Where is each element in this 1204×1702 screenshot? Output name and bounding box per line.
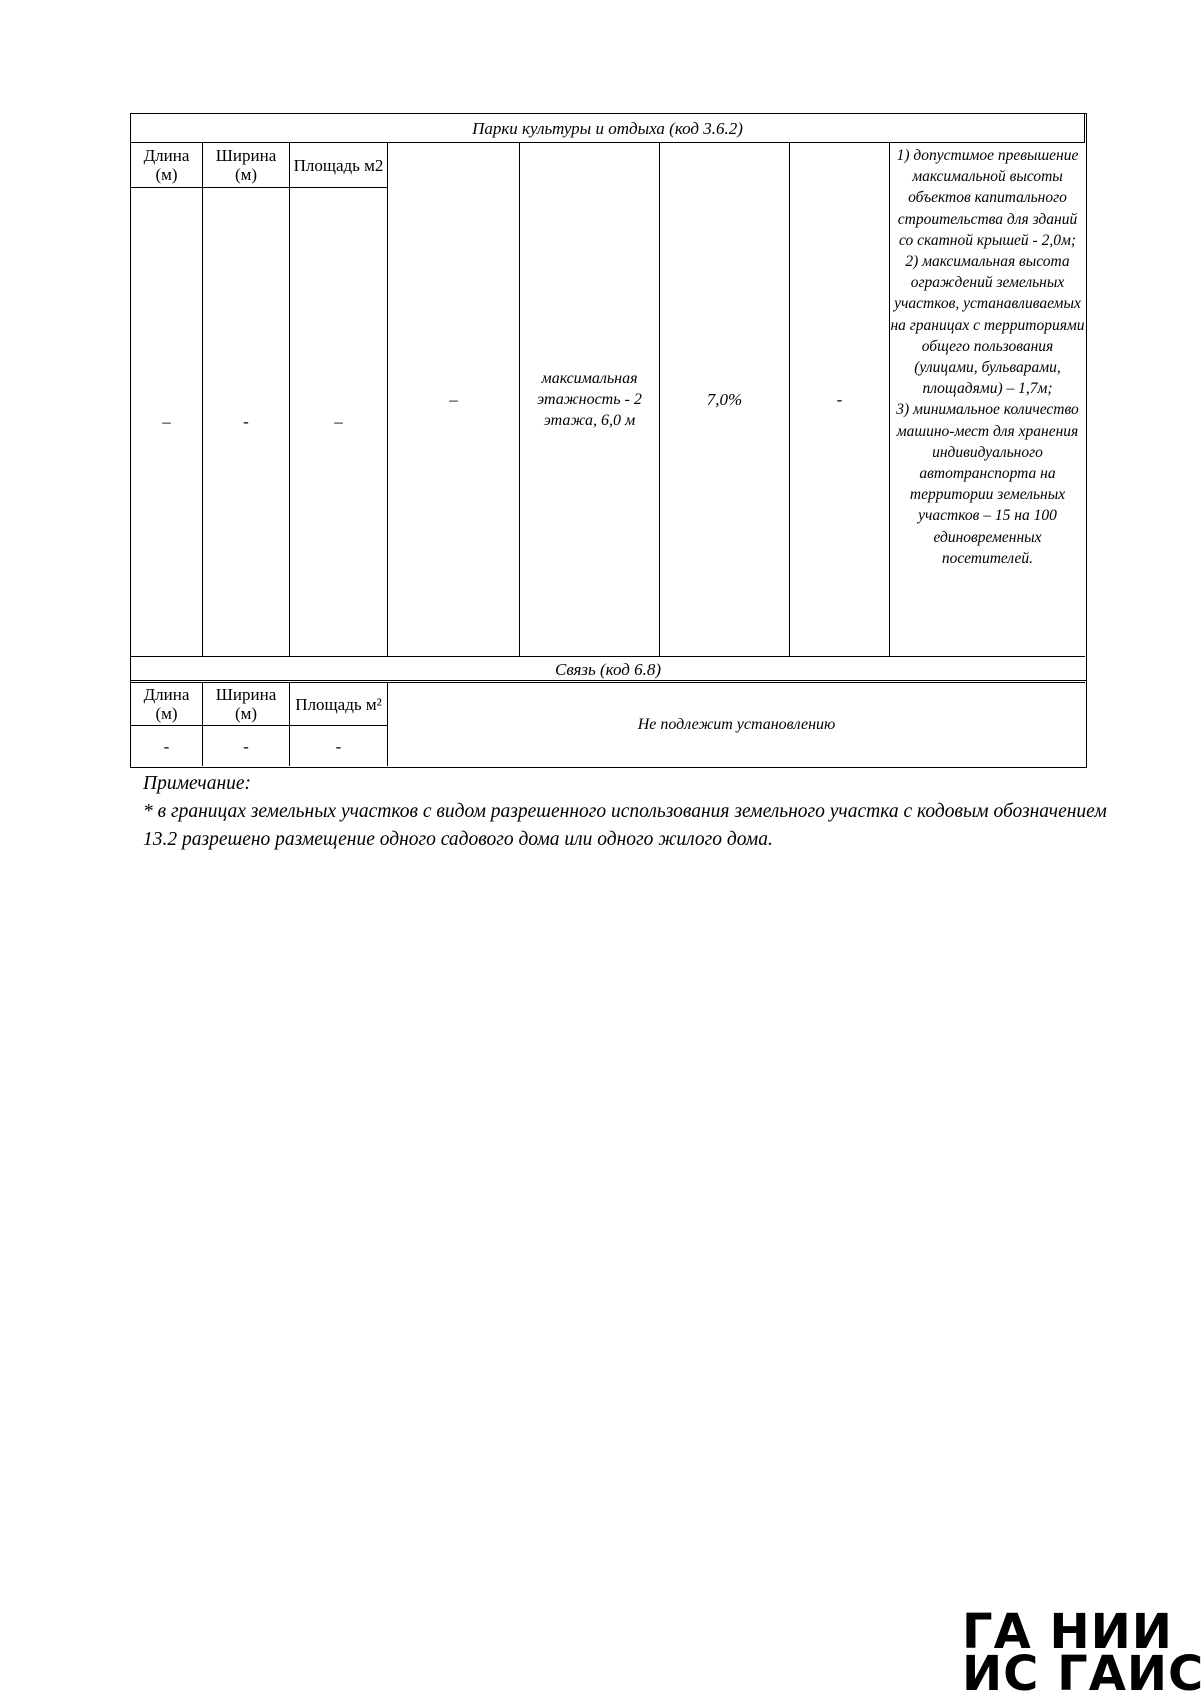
header-width: Ширина (м) — [203, 143, 290, 188]
value-width: - — [203, 188, 290, 657]
note-text: * в границах земельных участков с видом разрешенного использования земельного участка с кодовым обозначением 13.2 разрешено размещение одного садового дома или одного жилого дома. — [143, 801, 1107, 850]
parks-table — [130, 113, 1087, 681]
gainii-logo — [962, 1604, 1204, 1702]
value2-length: - — [131, 726, 203, 766]
value-col4: – — [388, 143, 520, 657]
value-length: – — [131, 188, 203, 657]
communication-table — [130, 680, 1087, 768]
logo-line-1: ГА НИИ — [962, 1604, 1173, 1660]
header-area: Площадь м2 — [290, 143, 388, 188]
communication-section-title: Связь (код 6.8) — [554, 660, 662, 679]
header2-width: Ширина (м) — [203, 682, 290, 726]
notes-text: 1) допустимое превышение максимальной высоты объектов капитального строительства для зданий со скатной крышей - 2,0м; 2) максимальная высота ограждений земельных участков, устанавливаемых на границах с территориями общего пользования (улицами, бульварами, площадями) – 1,7м; 3) минимальное количество машино-мест для хранения индивидуального автотранспорта на территории земельных участков – 15 на 100 единовременных посетителей. — [890, 147, 1085, 567]
value-col7: - — [790, 143, 890, 657]
value2-area: - — [290, 726, 388, 766]
not-applicable-cell: Не подлежит установлению — [388, 682, 1085, 766]
header-length: Длина (м) — [131, 143, 203, 188]
parks-section-title: Парки культуры и отдыха (код 3.6.2) — [131, 114, 1085, 143]
value-percent: 7,0% — [660, 143, 790, 657]
notes-cell — [890, 143, 1085, 657]
header2-length: Длина (м) — [131, 682, 203, 726]
note-block — [143, 770, 1123, 854]
header2-area: Площадь м² — [290, 682, 388, 726]
logo-line-2: ИС ГАИС — [962, 1646, 1204, 1702]
value-area: – — [290, 188, 388, 657]
value-max-floors: максимальная этажность - 2 этажа, 6,0 м — [520, 143, 660, 657]
value2-width: - — [203, 726, 290, 766]
note-title: Примечание: — [143, 773, 252, 794]
